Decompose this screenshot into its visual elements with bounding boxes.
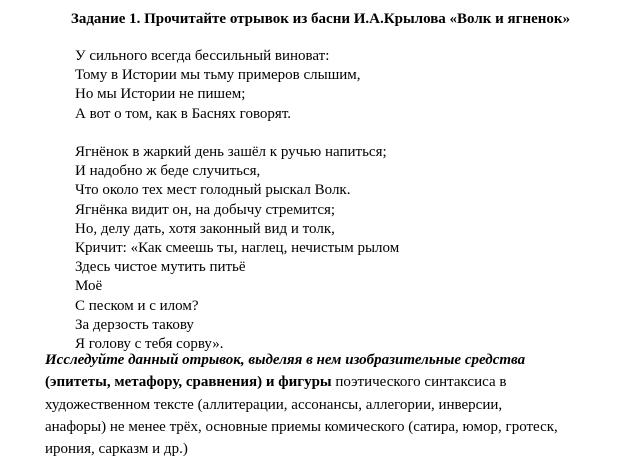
verse-line: Я голову с тебя сорву».	[75, 335, 224, 352]
task-line-1: Исследуйте данный отрывок, выделяя в нем изобразительные средства	[45, 352, 526, 368]
verse-line: Тому в Истории мы тьму примеров слышим,	[75, 67, 361, 84]
verse-line: Но мы Истории не пишем;	[75, 86, 246, 103]
task-line-2	[45, 371, 625, 393]
task-title: Задание 1. Прочитайте отрывок из басни И.А.Крылова «Волк и ягненок»	[70, 11, 571, 27]
verse-line: Ягнёнка видит он, на добычу стремится;	[75, 201, 336, 218]
verse-line: А вот о том, как в Баснях говорят.	[75, 105, 292, 122]
task-line-4: анафоры) не менее трёх, основные приемы комического (сатира, юмор, гротеск,	[45, 418, 558, 435]
task-line-5: ирония, сарказм и др.)	[45, 441, 188, 458]
verse-line: Моё	[75, 278, 103, 295]
verse-line: Здесь чистое мутить питьё	[75, 259, 246, 276]
fable-stanza-1	[75, 47, 361, 124]
verse-line: За дерзость такову	[75, 316, 194, 333]
verse-line: С песком и с илом?	[75, 297, 199, 314]
task-line-3: художественном тексте (аллитерации, ассонансы, аллегории, инверсии,	[45, 396, 503, 413]
verse-line: Ягнёнок в жаркий день зашёл к ручью напиться;	[75, 144, 387, 160]
verse-line: Что около тех мест голодный рыскал Волк.	[75, 182, 351, 199]
task-line-2-rest: поэтического синтаксиса в	[331, 374, 507, 391]
verse-line: Но, делу дать, хотя законный вид и толк,	[75, 220, 335, 237]
verse-line: У сильного всегда бессильный виноват:	[75, 48, 330, 64]
fable-stanza-2	[75, 143, 399, 354]
task-line-2-bold: (эпитеты, метафору, сравнения) и фигуры	[45, 374, 332, 391]
verse-line: И надобно ж беде случиться,	[75, 163, 261, 180]
verse-line: Кричит: «Как смеешь ты, наглец, нечистым рылом	[75, 239, 400, 256]
task-instructions	[45, 349, 625, 460]
